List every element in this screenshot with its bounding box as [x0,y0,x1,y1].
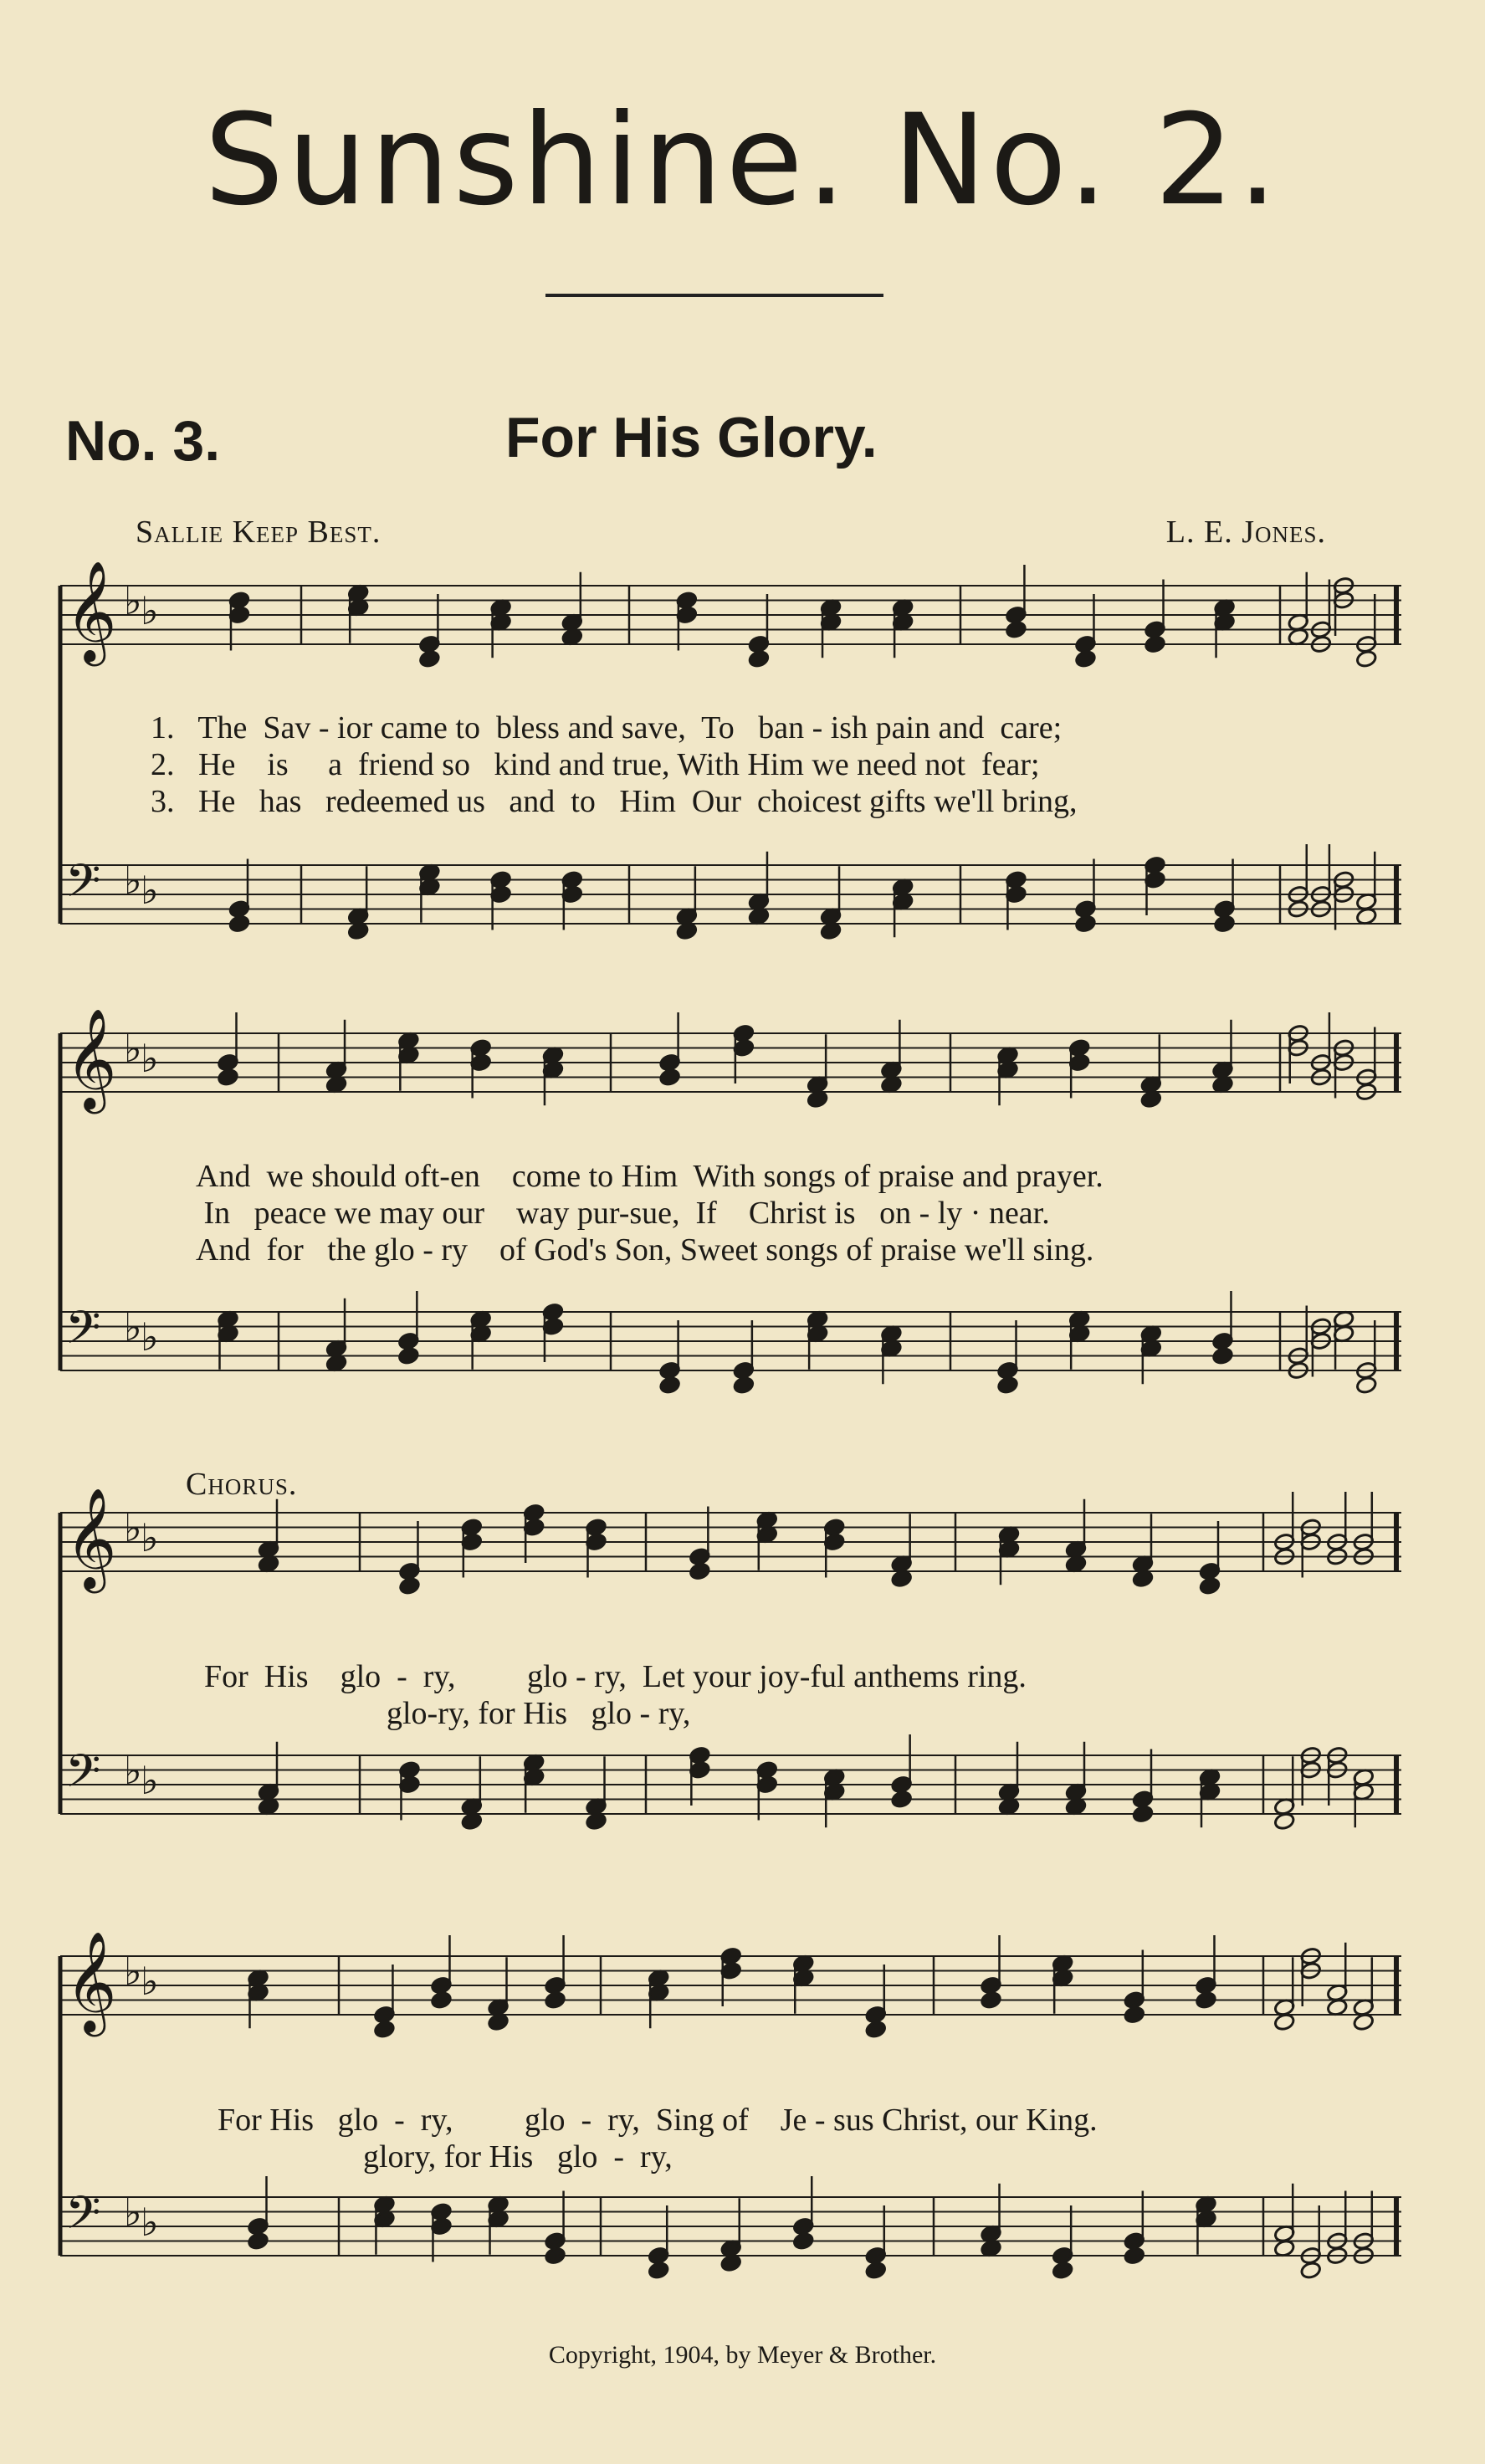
flat-icon: ♭ [141,1314,159,1360]
copyright: Copyright, 1904, by Meyer & Brother. [548,2341,937,2369]
verse-1-line-2: And we should oft-en come to Him With songs of praise and prayer. [196,1159,1104,1194]
note-head [1074,914,1096,934]
note-head [659,1068,681,1087]
chorus-line-1-response: glo-ry, for His glo - ry, [387,1696,691,1731]
note-head [1300,2261,1322,2280]
verse-3-line-1: 3. He has redeemed us and to Him Our choicest gifts we'll bring, [151,784,1078,819]
note-head [1052,2261,1073,2280]
note-head [1195,1990,1216,2010]
chorus-line-1: For His glo - ry, glo - ry, Let your joy-ful anthems ring. [204,1659,1027,1694]
note-head [1211,1346,1233,1365]
book-title: Sunshine. No. 2. [204,88,1281,233]
flat-icon: ♭ [141,2200,159,2245]
note-head [544,2246,566,2266]
note-head [891,1790,913,1809]
verse-1-line-1: 1. The Sav - ior came to bless and save, To ban - ish pain and care; [151,710,1063,745]
chorus-label: Chorus. [186,1467,298,1502]
note-head [996,1375,1018,1395]
bass-clef-icon: 𝄢 [65,2186,101,2251]
note-head [1355,649,1377,669]
bass-clef-icon: 𝄢 [65,1301,101,1365]
treble-clef-icon: 𝄞 [65,560,117,662]
lyricist-credit: Sallie Keep Best. [136,515,381,550]
flat-icon: ♭ [124,1505,142,1550]
note-head [430,1990,452,2010]
note-head [1213,914,1235,934]
flat-icon: ♭ [141,1515,159,1560]
flat-icon: ♭ [141,868,159,913]
verse-2-line-1: 2. He is a friend so kind and true, With Him we need not fear; [151,747,1040,782]
note-head [1199,1576,1221,1596]
note-head [247,2231,269,2251]
note-head [659,1375,681,1395]
note-head [748,649,770,669]
note-head [1124,2006,1145,2025]
flat-icon: ♭ [124,578,142,623]
note-head [373,2020,395,2039]
note-head [228,914,250,934]
note-head [217,1068,238,1087]
note-head [1355,1375,1377,1395]
note-head [397,1346,419,1365]
verse-3-line-2: And for the glo - ry of God's Son, Sweet songs of praise we'll sing. [196,1232,1094,1268]
hymn-title: For His Glory. [505,406,878,469]
note-head [1132,1805,1154,1824]
bass-clef-icon: 𝄢 [65,1744,101,1809]
note-head [1005,620,1027,639]
flat-icon: ♭ [124,1026,142,1071]
note-head [1144,635,1165,654]
flat-icon: ♭ [124,1304,142,1350]
flat-icon: ♭ [124,858,142,903]
chorus-line-2-response: glory, for His glo - ry, [363,2139,673,2175]
treble-clef-icon: 𝄞 [65,1930,117,2032]
note-head [733,1375,755,1395]
note-head [418,649,440,669]
flat-icon: ♭ [124,1748,142,1793]
verse-2-line-2: In peace we may our way pur-sue, If Christ is on - ly · near. [196,1196,1050,1231]
hymn-number: No. 3. [65,409,221,473]
chorus-line-2: For His glo - ry, glo - ry, Sing of Je - sus Christ, our King. [218,2103,1098,2138]
note-head [544,1990,566,2010]
flat-icon: ♭ [141,1758,159,1803]
note-head [1124,2246,1145,2266]
note-head [865,2020,887,2039]
note-head [980,1990,1001,2010]
bass-clef-icon: 𝄢 [65,854,101,919]
note-head [865,2261,887,2280]
flat-icon: ♭ [124,1949,142,1994]
note-head [1074,649,1096,669]
flat-icon: ♭ [141,1959,159,2004]
flat-icon: ♭ [124,2190,142,2235]
treble-clef-icon: 𝄞 [65,1487,117,1589]
note-head [689,1562,710,1581]
flat-icon: ♭ [141,588,159,633]
flat-icon: ♭ [141,1036,159,1081]
composer-credit: L. E. Jones. [1165,515,1326,550]
note-head [648,2261,669,2280]
treble-clef-icon: 𝄞 [65,1007,117,1109]
note-head [792,2231,814,2251]
note-head [398,1576,420,1596]
